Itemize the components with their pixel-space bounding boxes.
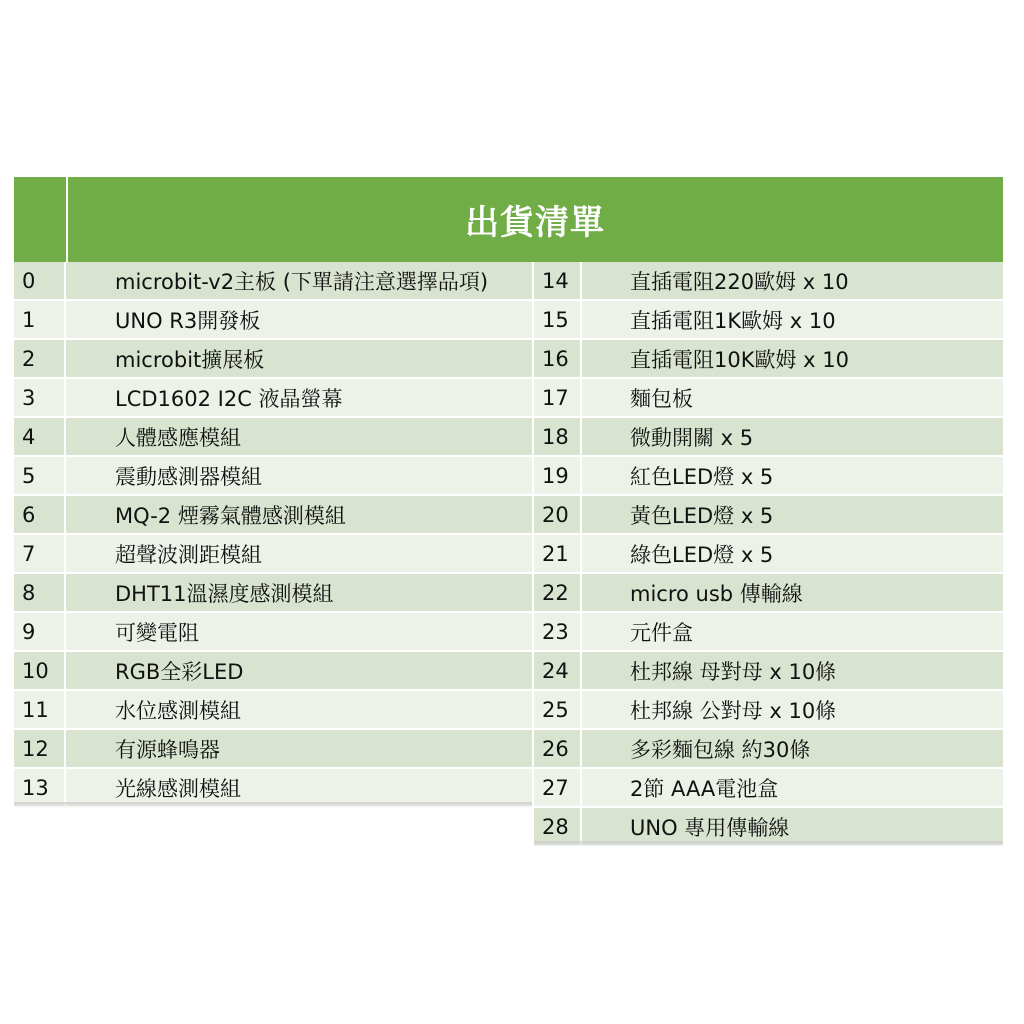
- item-number: 3: [14, 379, 66, 416]
- item-number: 20: [534, 496, 582, 533]
- item-number: 9: [14, 613, 66, 650]
- item-name: 直插電阻10K歐姆 x 10: [630, 347, 849, 372]
- table-row: [534, 418, 1003, 457]
- item-number: 21: [534, 535, 582, 572]
- item-name: microbit擴展板: [115, 347, 265, 372]
- item-name: 震動感測器模組: [115, 464, 262, 489]
- item-name: 杜邦線 公對母 x 10條: [630, 698, 837, 723]
- item-name: 人體感應模組: [115, 425, 241, 450]
- item-name: UNO R3開發板: [115, 308, 261, 333]
- item-name: 直插電阻220歐姆 x 10: [630, 269, 849, 294]
- table-row: [14, 652, 532, 691]
- table-row: [534, 652, 1003, 691]
- item-number: 24: [534, 652, 582, 689]
- item-number: 22: [534, 574, 582, 611]
- item-number: 6: [14, 496, 66, 533]
- table-row: [534, 301, 1003, 340]
- item-name: 水位感測模組: [115, 698, 241, 723]
- item-name: DHT11溫濕度感測模組: [115, 581, 334, 606]
- item-number: 10: [14, 652, 66, 689]
- item-number: 25: [534, 691, 582, 728]
- table-row: [14, 262, 532, 301]
- table-row: [14, 418, 532, 457]
- table-row: [14, 340, 532, 379]
- item-name: micro usb 傳輸線: [630, 581, 803, 606]
- item-number: 13: [14, 769, 66, 806]
- item-number: 17: [534, 379, 582, 416]
- item-number: 18: [534, 418, 582, 455]
- item-number: 19: [534, 457, 582, 494]
- item-name: 直插電阻1K歐姆 x 10: [630, 308, 836, 333]
- table-row: [534, 340, 1003, 379]
- item-name: 微動開關 x 5: [630, 425, 754, 450]
- item-name: RGB全彩LED: [115, 659, 244, 684]
- item-name: 綠色LED燈 x 5: [630, 542, 774, 567]
- item-name: MQ-2 煙霧氣體感測模組: [115, 503, 346, 528]
- item-name: 有源蜂鳴器: [115, 737, 220, 762]
- page-title: 出貨清單: [465, 203, 605, 243]
- item-number: 16: [534, 340, 582, 377]
- table-row: [534, 496, 1003, 535]
- table-row: [14, 613, 532, 652]
- table-row: [14, 691, 532, 730]
- item-number: 15: [534, 301, 582, 338]
- table-row: [14, 730, 532, 769]
- item-name: 可變電阻: [115, 620, 199, 645]
- item-name: 黃色LED燈 x 5: [630, 503, 774, 528]
- left-table-shadow: [14, 802, 532, 808]
- item-name: UNO 專用傳輸線: [630, 815, 790, 840]
- table-row: [14, 574, 532, 613]
- table-row: [534, 769, 1003, 808]
- right-table-shadow: [534, 841, 1003, 847]
- left-item-column: [14, 262, 532, 808]
- item-name: 超聲波測距模組: [115, 542, 262, 567]
- table-row: [534, 457, 1003, 496]
- table-row: [534, 262, 1003, 301]
- item-name: microbit-v2主板 (下單請注意選擇品項): [115, 269, 489, 294]
- item-name: 2節 AAA電池盒: [630, 776, 779, 801]
- item-number: 7: [14, 535, 66, 572]
- table-row: [14, 535, 532, 574]
- table-row: [14, 496, 532, 535]
- item-name: 光線感測模組: [115, 776, 241, 801]
- item-name: 紅色LED燈 x 5: [630, 464, 774, 489]
- item-number: 4: [14, 418, 66, 455]
- table-row: [534, 730, 1003, 769]
- item-number: 5: [14, 457, 66, 494]
- table-row: [14, 301, 532, 340]
- table-header: [14, 177, 1003, 262]
- table-row: [14, 457, 532, 496]
- item-number: 8: [14, 574, 66, 611]
- item-number: 27: [534, 769, 582, 806]
- table-row: [14, 379, 532, 418]
- item-number: 28: [534, 808, 582, 845]
- table-row: [534, 535, 1003, 574]
- item-name: 麵包板: [630, 386, 693, 411]
- item-number: 23: [534, 613, 582, 650]
- item-number: 2: [14, 340, 66, 377]
- item-number: 12: [14, 730, 66, 767]
- item-number: 1: [14, 301, 66, 338]
- table-row: [534, 574, 1003, 613]
- table-row: [534, 691, 1003, 730]
- header-corner-cell: [14, 177, 68, 262]
- item-name: LCD1602 I2C 液晶螢幕: [115, 386, 343, 411]
- item-name: 杜邦線 母對母 x 10條: [630, 659, 837, 684]
- item-number: 11: [14, 691, 66, 728]
- item-number: 26: [534, 730, 582, 767]
- right-item-column: [534, 262, 1003, 847]
- item-name: 元件盒: [630, 620, 693, 645]
- item-number: 14: [534, 262, 582, 299]
- table-row: [534, 613, 1003, 652]
- table-row: [534, 379, 1003, 418]
- item-number: 0: [14, 262, 66, 299]
- item-name: 多彩麵包線 約30條: [630, 737, 811, 762]
